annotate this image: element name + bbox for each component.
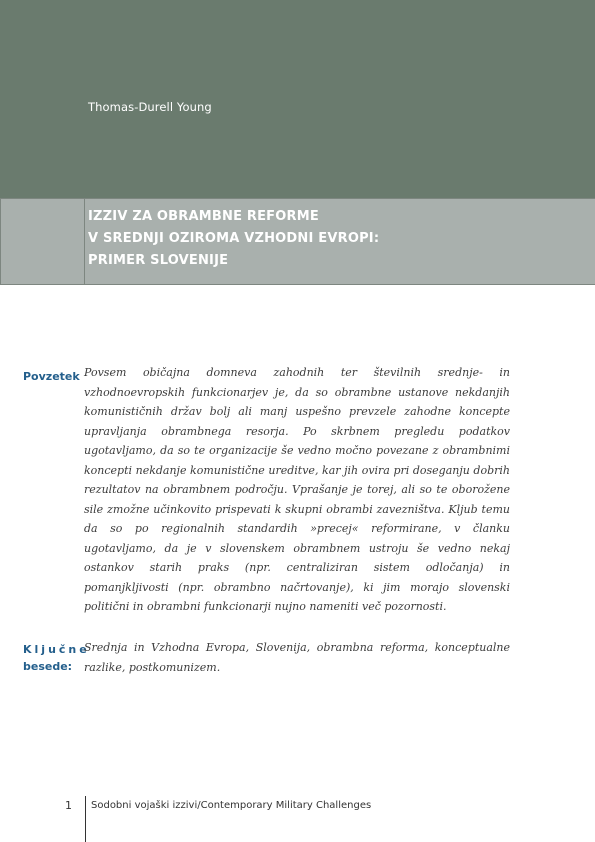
keywords-label-line-2: besede: [23,660,73,673]
title-band-divider [84,199,85,284]
page-number: 1 [65,799,72,812]
title-band-left-rule [0,199,1,284]
keywords-label-line-1: Ključne [23,643,90,656]
keywords-label [23,641,90,675]
title-line-2: V SREDNJI OZIROMA VZHODNI EVROPI: [88,231,380,246]
abstract-label: Povzetek [23,370,80,383]
title-line-1: IZZIV ZA OBRAMBNE REFORME [88,209,319,224]
abstract-text: Povsem običajna domneva zahodnih ter številnih srednje- in vzhodnoevropskih funkcionarjev je, da so obrambne ustanove nekdanjih komunističnih držav bolj ali manj uspešno prevzele zahodne koncepte upravljanja obrambnega resorja. Po skrbnem pregledu podatkov ugotavljamo, da so te organizacije še vedno močno povezane z obrambnimi koncepti nekdanje komunistične ureditve, kar jih ovira pri doseganju dobrih rezultatov na obrambnem področju. Vprašanje je torej, ali so te oborožene sile zmožne učinkovito prispevati k skupni obrambi zavezništva. Kljub temu da so po regionalnih standardih »precej« reformirane, v članku ugotavljamo, da je v slovenskem obrambnem ustroju še vedno nekaj ostankov starih praks (npr. centraliziran sistem odločanja) in pomanjkljivosti (npr. obrambno načrtovanje), ki jim morajo slovenski politični in obrambni funkcionarji nujno nameniti več pozornosti. [84,366,510,613]
keywords-text: Srednja in Vzhodna Evropa, Slovenija, obrambna reforma, konceptualne razlike, postkomunizem. [84,641,510,674]
article-title [88,206,379,272]
title-line-3: PRIMER SLOVENIJE [88,253,229,268]
author-name: Thomas-Durell Young [88,100,212,114]
footer-rule [85,796,86,842]
header-band [0,0,595,198]
journal-name: Sodobni vojaški izzivi/Contemporary Military Challenges [91,800,372,811]
